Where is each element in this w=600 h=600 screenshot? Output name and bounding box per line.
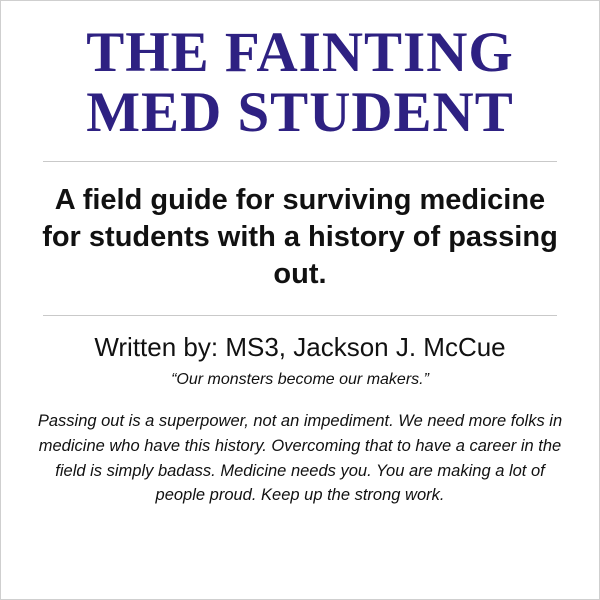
tagline-quote: “Our monsters become our makers.” <box>171 371 429 389</box>
title-line-1: THE FAINTING <box>86 21 514 84</box>
divider-top <box>43 161 556 162</box>
author-line: Written by: MS3, Jackson J. McCue <box>94 332 506 363</box>
title-block <box>21 23 579 143</box>
divider-bottom <box>43 315 556 316</box>
cover-blurb: Passing out is a superpower, not an impediment. We need more folks in medicine who have this history. Overcoming that to have a career in the field is simply badass. Medicine needs you. You are making a lot of people proud. Keep up the strong work. <box>37 412 563 505</box>
title-line-2: MED STUDENT <box>86 80 514 144</box>
subtitle: A field guide for surviving medicine for students with a history of passing out. <box>42 183 558 290</box>
